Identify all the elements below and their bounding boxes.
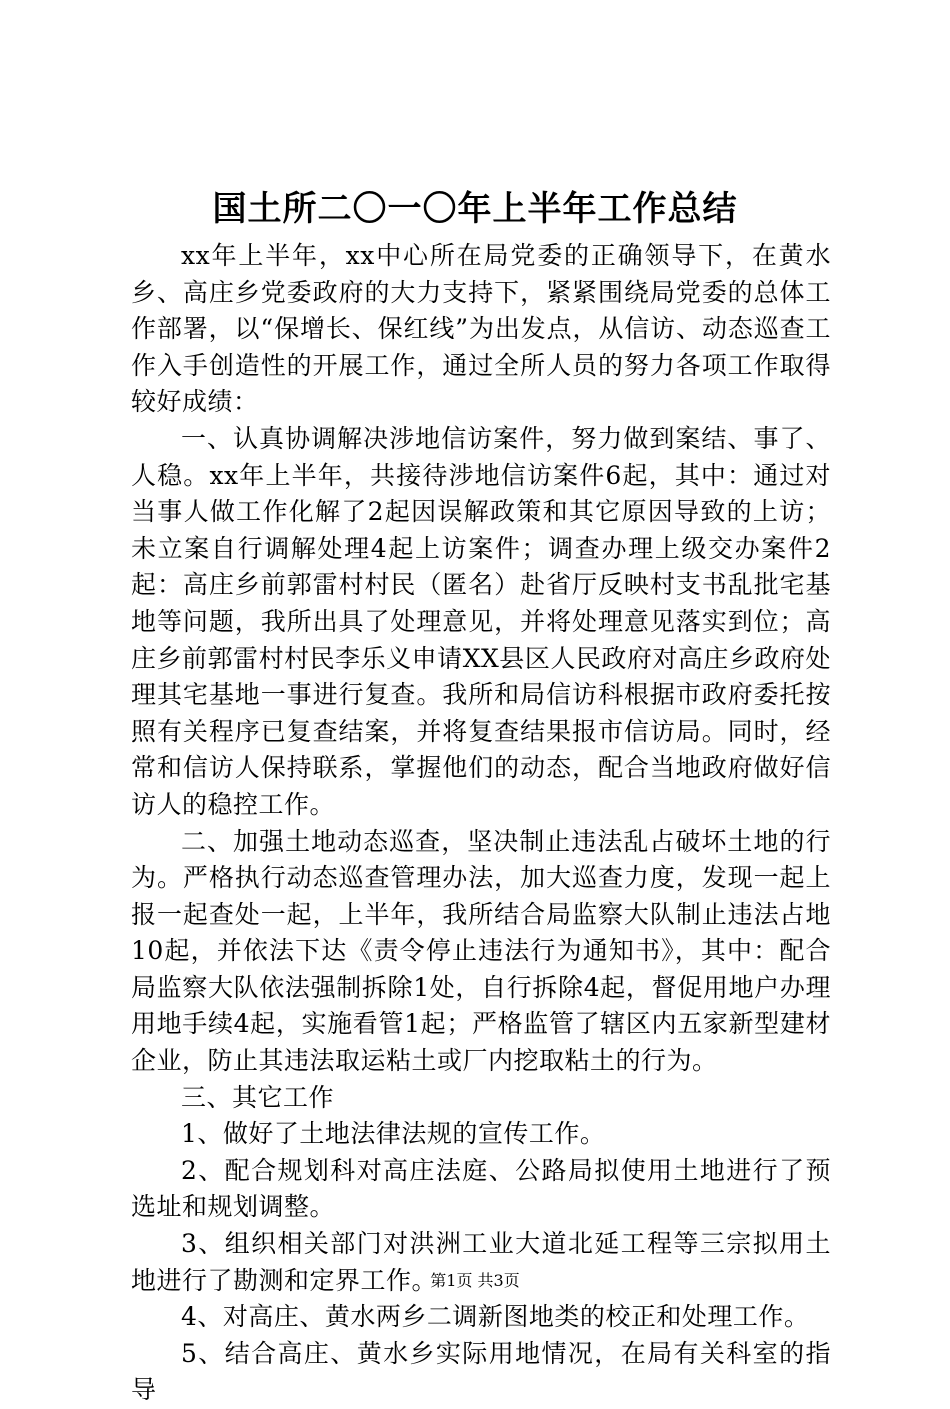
page-footer: 第1页 共3页 xyxy=(430,1271,520,1290)
paragraph-section-1: 一、认真协调解决涉地信访案件，努力做到案结、事了、人稳。xx年上半年，共接待涉地信访案件6起，其中：通过对当事人做工作化解了2起因误解政策和其它原因导致的上访；未立案自行调解处理4起上访案件；调查办理上级交办案件2起：高庄乡前郭雷村村民（匿名）赴省厅反映村支书乱批宅基地等问题，我所出具了处理意见，并将处理意见落实到位；高庄乡前郭雷村村民李乐义申请XX县区人民政府对高庄乡政府处理其宅基地一事进行复查。我所和局信访科根据市政府委托按照有关程序已复查结案，并将复查结果报市信访局。同时，经常和信访人保持联系，掌握他们的动态，配合当地政府做好信访人的稳控工作。 xyxy=(131,423,831,819)
paragraph-item-3: 3、组织相关部门对洪洲工业大道北延工程等三宗拟用土地进行了勘测和定界工作。 xyxy=(131,1229,831,1295)
paragraph-item-2: 2、配合规划科对高庄法庭、公路局拟使用土地进行了预选址和规划调整。 xyxy=(131,1155,831,1222)
paragraph-item-5: 5、结合高庄、黄水乡实际用地情况，在局有关科室的指导 xyxy=(131,1338,831,1405)
paragraph-item-4: 4、对高庄、黄水两乡二调新图地类的校正和处理工作。 xyxy=(181,1302,810,1332)
document-title: 国土所二〇一〇年上半年工作总结 xyxy=(212,189,738,229)
paragraph-intro: xx年上半年，xx中心所在局党委的正确领导下，在黄水乡、高庄乡党委政府的大力支持下，紧紧围绕局党委的总体工作部署，以“保增长、保红线”为出发点，从信访、动态巡查工作入手创造性的开展工作，通过全所人员的努力各项工作取得较好成绩： xyxy=(131,241,831,417)
paragraph-item-1: 1、做好了土地法律法规的宣传工作。 xyxy=(181,1119,606,1149)
document-body xyxy=(131,238,831,1409)
paragraph-section-2: 二、加强土地动态巡查，坚决制止违法乱占破坏土地的行为。严格执行动态巡查管理办法，加大巡查力度，发现一起上报一起查处一起，上半年，我所结合局监察大队制止违法占地10起，并依法下达《责令停止违法行为通知书》，其中：配合局监察大队依法强制拆除1处，自行拆除4起，督促用地户办理用地手续4起，实施看管1起；严格监管了辖区内五家新型建材企业，防止其违法取运粘土或厂内挖取粘土的行为。 xyxy=(131,826,831,1076)
paragraph-section-3-heading: 三、其它工作 xyxy=(181,1082,335,1112)
